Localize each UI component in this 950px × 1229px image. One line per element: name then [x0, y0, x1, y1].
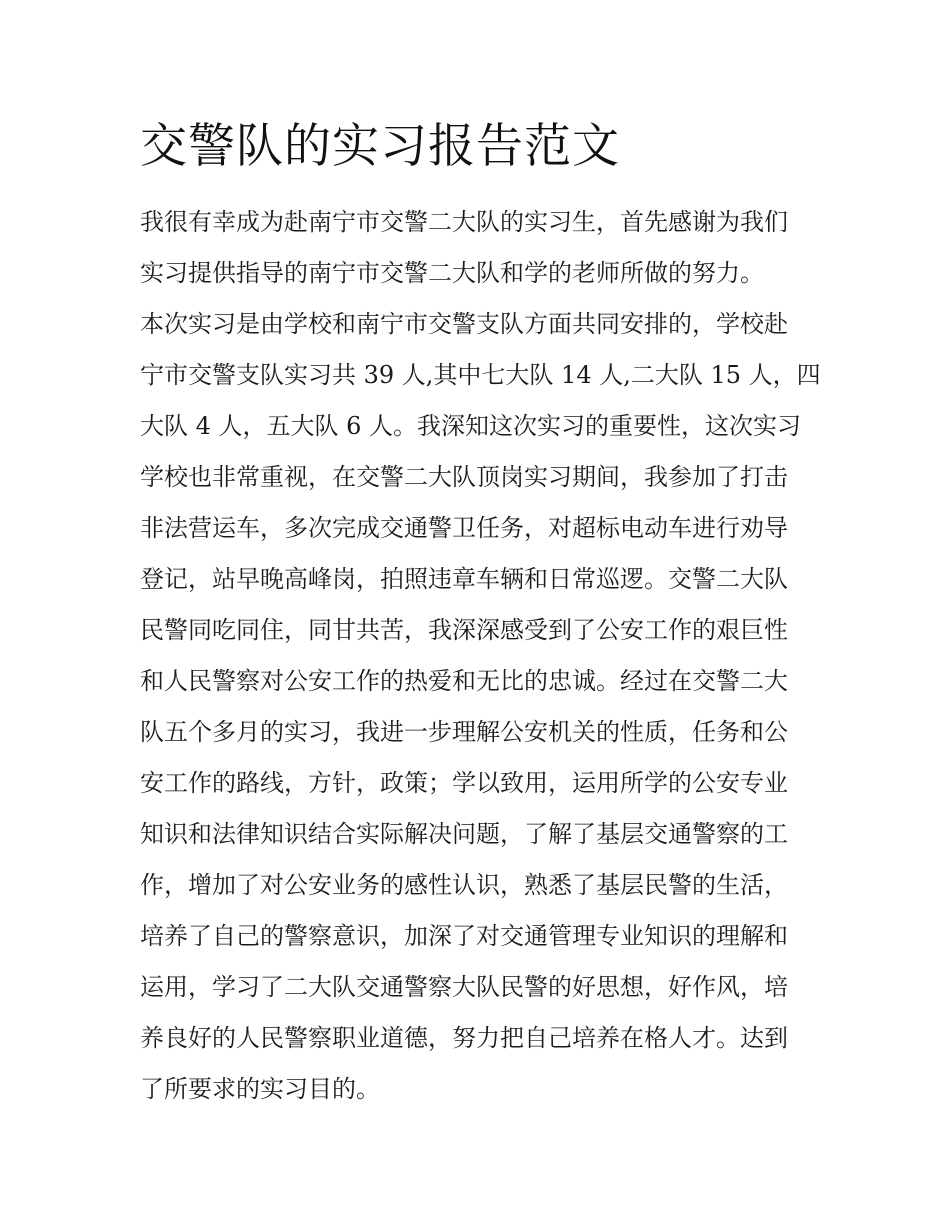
body-line: 培养了自己的警察意识，加深了对交通管理专业知识的理解和: [140, 922, 788, 950]
body-line: 知识和法律知识结合实际解决问题，了解了基层交通警察的工: [140, 820, 788, 848]
body-line: 运用，学习了二大队交通警察大队民警的好思想，好作风，培: [140, 973, 788, 1001]
document-body: [140, 202, 820, 1120]
body-line: 民警同吃同住，同甘共苦，我深深感受到了公安工作的艰巨性: [140, 616, 788, 644]
body-line: 宁市交警支队实习共 39 人,其中七大队 14 人,二大队 15 人，四: [140, 361, 821, 389]
body-line: 本次实习是由学校和南宁市交警支队方面共同安排的，学校赴: [140, 310, 788, 338]
body-line: 和人民警察对公安工作的热爱和无比的忠诚。经过在交警二大: [140, 667, 788, 695]
body-line: 了所要求的实习目的。: [140, 1075, 380, 1103]
body-line: 养良好的人民警察职业道德，努力把自己培养在格人才。达到: [140, 1024, 788, 1052]
body-line: 大队 4 人，五大队 6 人。我深知这次实习的重要性，这次实习: [140, 412, 802, 440]
body-line: 登记，站早晚高峰岗，拍照违章车辆和日常巡逻。交警二大队: [140, 565, 788, 593]
body-line: 学校也非常重视，在交警二大队顶岗实习期间，我参加了打击: [140, 463, 788, 491]
body-line: 非法营运车，多次完成交通警卫任务，对超标电动车进行劝导: [140, 514, 788, 542]
body-line: 实习提供指导的南宁市交警二大队和学的老师所做的努力。: [140, 259, 764, 287]
body-line: 作，增加了对公安业务的感性认识，熟悉了基层民警的生活，: [140, 871, 788, 899]
body-line: 安工作的路线，方针，政策；学以致用，运用所学的公安专业: [140, 769, 788, 797]
body-line: 队五个多月的实习，我进一步理解公安机关的性质，任务和公: [140, 718, 788, 746]
body-line: 我很有幸成为赴南宁市交警二大队的实习生，首先感谢为我们: [140, 208, 788, 236]
document-title: 交警队的实习报告范文: [140, 119, 620, 174]
